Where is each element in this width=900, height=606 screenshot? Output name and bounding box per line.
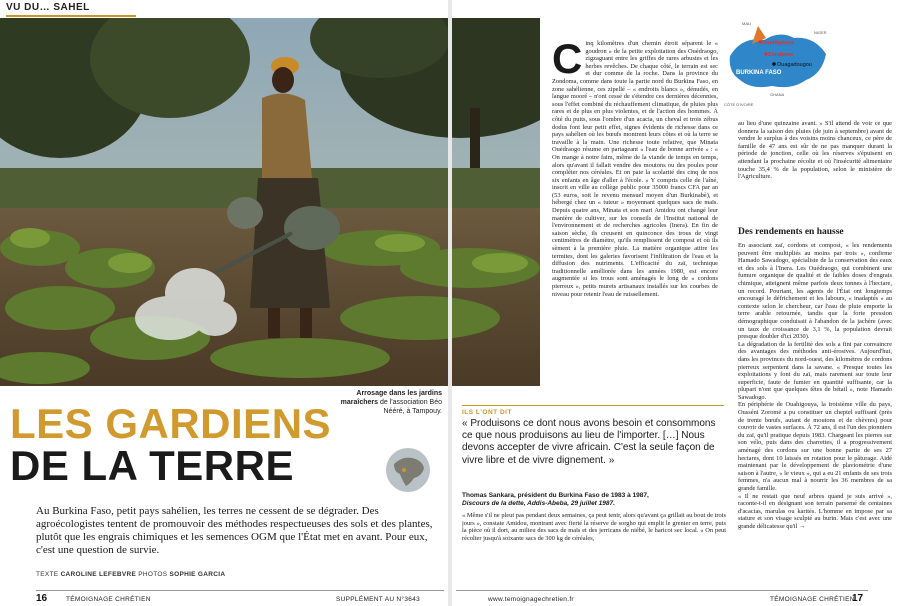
section-tag: VU DU… SAHEL <box>6 2 90 13</box>
map-city-3: Ouagadougou <box>777 62 812 68</box>
headline-line1: LES GARDIENS <box>10 400 332 447</box>
map-city-1: Ouahigouya <box>762 40 794 46</box>
credits-text-name: CAROLINE LEFEBVRE <box>60 571 137 578</box>
column-bottom-paragraph: « Même s'il ne pleut pas pendant deux semaines, ça peut tenir, alors qu'avant ça grillait au bout de trois jours », constate Amidou, montrant avec fierté la réserve de sorgho qui emplit le grenier en terre, puis la pièce où il dort, au milieu des sacs de maïs et des jerricans de niébé, le haricot sec local. « On peut récolter jusqu'à soixante sacs de 300 kg de céréales, <box>462 512 726 542</box>
headline-line2: DE LA TERRE <box>10 442 294 489</box>
map-neighbor-ghana: GHANA <box>770 92 785 97</box>
page-gutter <box>448 0 452 606</box>
column2-paragraph: au lieu d'une quinzaine avant. » S'il attend de voir ce que donnera la saison des pluies (de juin à septembre) avant de vendre le surplus à des voisins moins chanceux, ce père de famille de 47 ans est sûr de ne pas manquer durant la période de jonction, celle où les réserves s'épuisent en attendant la prochaine récolte et où l'insécurité alimentaire touche 35,4 % de la population, selon le ministère de l'Agriculture. <box>738 120 892 181</box>
main-photo <box>0 18 540 386</box>
caption-rest: de l'association Béo Nééré, à Tampouy. <box>378 399 442 415</box>
column2b-paragraph-1: En associant zaï, cordons et compost, « les rendements peuvent être multipliés au moins par trois », confirme Hamado Sawadogo, spécialiste de la conservation des eaux et des sols à l'Inera. Les Ouédraogo, qui combinent une fumure organique de qualité et de faibles doses d'engrais chimique, atteignent même parfois deux tonnes à l'hectare, un record. Pourtant, les agents de l'État ont longtemps encouragé le défrichement et les labours, « inadaptés » au contexte selon le chercheur, car l'eau de pluie emporte la terre arable retournée, tandis que la forte pression démographique conduisait à l'abandon de la jachère (avec un taux de croissance de 3,1 %, la population devrait presque doubler d'ici 2030). <box>738 242 892 341</box>
lede-paragraph: Au Burkina Faso, petit pays sahélien, les terres ne cessent de se dégrader. Des agroécologistes tentent de promouvoir des méthodes respectueuses des sols et des plantes, plutôt que les engrais chimiques et les semences OGM que l'État met en avant. Pour eux, c'est une question de survie. <box>36 505 433 556</box>
globe-icon <box>384 446 432 494</box>
quote-attr-name: Thomas Sankara, président du Burkina Faso de 1983 à 1987, <box>462 492 649 499</box>
map-neighbor-mali: MALI <box>742 21 752 26</box>
dropcap: C <box>552 40 583 82</box>
right-footer-publication: TÉMOIGNAGE CHRÉTIEN <box>770 596 855 603</box>
left-folio: 16 <box>36 593 48 604</box>
column2b-paragraph-2: La dégradation de la fertilité des sols a fini par convaincre des avantages des méthodes anti-érosives. Aujourd'hui, dans les provinces du nord-ouest, des kilomètres de cordons pierreux serpentent dans la savane. « Presque toutes les exploitations y font du zaï, mais rarement sur toute leur superficie, faute de fumier en quantité suffisante, car la plupart n'ont que quelques têtes de bétail », note Hamado Sawadogo. <box>738 340 892 401</box>
quote-label: ILS L'ONT DIT <box>462 409 512 416</box>
left-footer-publication: TÉMOIGNAGE CHRÉTIEN <box>66 596 151 603</box>
map-city-2: Zondoma <box>768 52 793 58</box>
quote-body: « Produisons ce dont nous avons besoin et consommons ce que nous produisons au lieu de l'importer. […] Nous devons accepter de vivre africain. C'est la seule façon de vivre libre et de vivre dignement. » <box>462 418 716 466</box>
left-footer-rule <box>36 590 444 591</box>
credits <box>36 571 225 578</box>
credits-photo-label: PHOTOS <box>138 571 168 578</box>
right-footer-rule <box>456 590 868 591</box>
article-column-2-top <box>738 120 892 224</box>
article-column-bottom <box>462 512 726 586</box>
map-country: BURKINA FASO <box>736 70 782 76</box>
article-column-2-bottom <box>738 242 892 588</box>
subhead: Des rendements en hausse <box>738 227 844 237</box>
quote-attribution <box>462 492 726 508</box>
right-folio: 17 <box>852 593 864 604</box>
map-neighbor-civ: CÔTE D'IVOIRE <box>724 102 754 107</box>
quote-rule <box>462 405 724 406</box>
photo-caption <box>318 389 442 416</box>
right-footer-url[interactable]: www.temoignagechretien.fr <box>488 596 574 603</box>
burkina-map <box>722 16 832 116</box>
article-column-1 <box>552 40 718 402</box>
column1-paragraph: inq kilomètres d'un chemin étroit séparent le « goudron » de la petite exploitation des Ouédraogo, zigzaguant entre les griffes de rares arbustes et les herbes revêches. De chaque côté, le terrain est sec et dur comme de la roche. Dans la province du Zondoma, comme dans toute la partie nord du Burkina Faso, en zone sahélienne, ces zipellé – « endroits blancs », dénudés, en langue mooré – n'ont cessé de s'étendre ces dernières décennies, sous l'effet combiné du réchauffement climatique, de pluies plus rares et de plus en plus violentes, et de l'action des hommes. À côté du puits, sous l'ombre d'un acacia, un cheval et trois zébus dodus font leur petit effet, signes évidents de richesse dans ce pays sahélien où les bœufs montrent leurs côtes et où la terre se travaille à la main. Une richesse toute relative, que Minata Ouédraogo résume en partageant « l'eau de bonne arrivée » : « On mange à notre faim, même de la viande de temps en temps, alors qu'avant il fallait vendre des moutons ou des poules pour compléter nos céréales. Et on paie la scolarité des cinq de nos six enfants en âge d'aller à l'école. » Y compris celle de l'aîné, inscrit en ville au collège public pour 35000 francs CFA par an (53 euros, soit le revenu mensuel moyen d'un Burkinabè), et hébergé chez un « tuteur » moyennant quelques sacs de maïs. Depuis quatre ans, Minata et son mari Amidou ont changé leur manière de cultiver, sur les conseils de l'Institut national de l'environnement et de recherches agricoles (Inera). En fin de saison sèche, ils creusent en quinconce des trous de vingt centimètres de diamètre, qu'ils remplissent de compost et où ils sèment à la première pluie. La matière organique attire les termites, dont les galeries favorisent l'infiltration de l'eau et la diffusion des nutriments. L'efficacité du zaï, technique traditionnelle améliorée dans les années 1980, est encore augmentée si les trous sont aménagés le long de « cordons pierreux », petits murets artisanaux installés sur les courbes de niveau pour retenir l'eau de ruissellement. <box>552 40 718 298</box>
credits-photo-name: SOPHIE GARCIA <box>169 571 226 578</box>
credits-text-label: TEXTE <box>36 571 59 578</box>
column2b-paragraph-4: « Il ne restait que neuf arbres quand je suis arrivé », raconte-t-il en désignant son terrain parsemé de centaines d'acacias, marulas ou karités. L'homme en impose par sa stature et son visage sculpté au burin. Mais c'est avec une grande délicatesse qu'il → <box>738 492 892 530</box>
column2b-paragraph-3: En périphérie de Ouahigouya, la troisième ville du pays, Ousséni Zoromé a pu constituer un cheptel suffisant (près de trente bœufs, autant de moutons et de chèvres) pour couvrir de vastes surfaces. À 72 ans, il est l'un des pionniers du zaï, qu'il pratique depuis 1983. Chargeant les pierres sur son vélo, puis dans des charrettes, il a progressivement aménagé des cordons sur une bonne partie de ses 27 hectares, dont 10 laissés en rotation pour le pâturage. Aidé maintenant par le développement de plaviométrie d'une saison à l'autre, « le vieux », qui a eu 21 enfants de ses trois femmes, n'a aucun mal à nourrir les 36 membres de sa grande famille. <box>738 401 892 492</box>
caption-bold: Arrosage dans les jardins maraîchers <box>340 390 442 406</box>
quote-attr-source: Discours de la dette, Addis-Abeba, 29 juillet 1987. <box>462 500 615 507</box>
map-neighbor-niger: NIGER <box>814 30 827 35</box>
section-rule <box>6 15 136 17</box>
left-footer-supplement: SUPPLÉMENT AU N°3643 <box>336 596 420 603</box>
